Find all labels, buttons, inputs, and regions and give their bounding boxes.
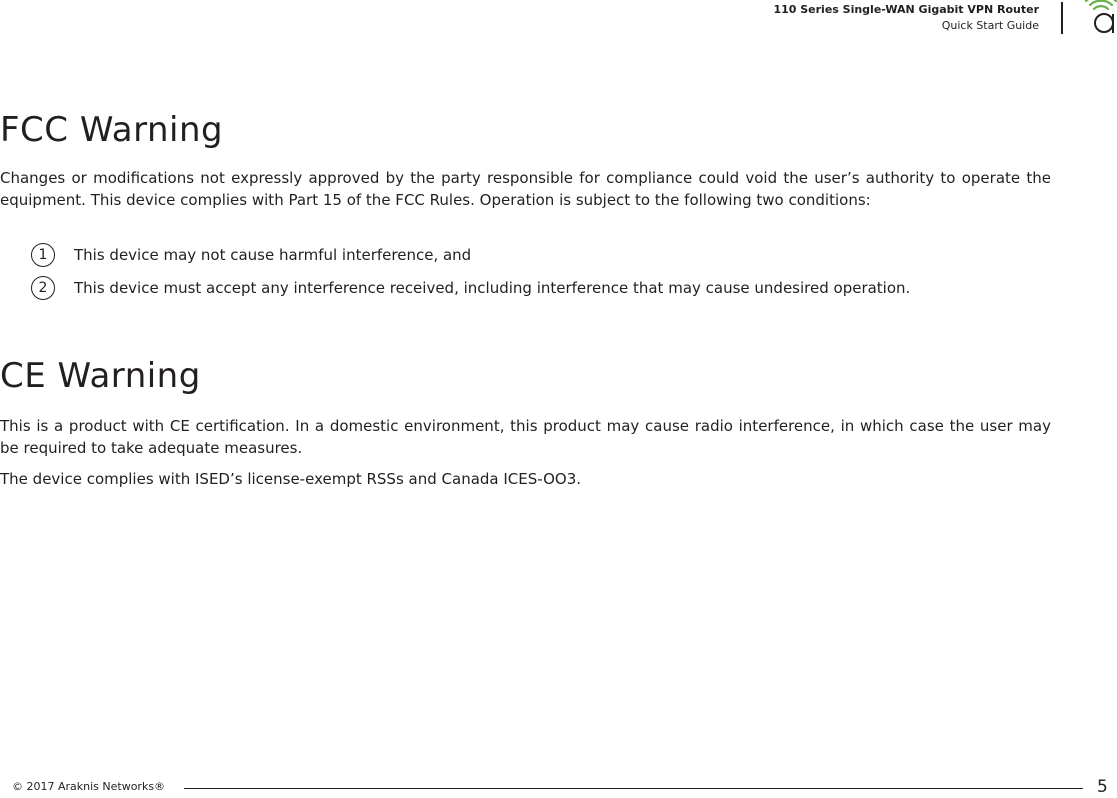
product-name: 110 Series Single-WAN Gigabit VPN Router	[773, 3, 1039, 16]
ce-warning-body: This is a product with CE certification. In a domestic environment, this product may cause radio interference, in which case the user may be required to take adequate measures.	[0, 417, 1051, 457]
page-number: 5	[1097, 777, 1108, 797]
condition-item	[31, 242, 471, 268]
condition-text: This device may not cause harmful interference, and	[74, 246, 472, 264]
guide-name: Quick Start Guide	[941, 19, 1039, 32]
araknis-logo-icon	[1082, 0, 1117, 36]
condition-number-badge: 2	[31, 276, 55, 300]
condition-text: This device must accept any interference received, including interference that may cause undesired operation.	[74, 279, 911, 297]
footer-divider	[184, 788, 1083, 789]
header-text	[773, 2, 1039, 34]
header-divider	[1061, 2, 1063, 34]
fcc-warning-body: Changes or modifications not expressly approved by the party responsible for compliance could void the user’s authority to operate the equipment. This device complies with Part 15 of the FCC Rules. Operation is subject to the following two conditions:	[0, 169, 1051, 209]
copyright-text: © 2017 Araknis Networks®	[12, 780, 166, 793]
fcc-warning-title: FCC Warning	[0, 110, 224, 150]
condition-item	[31, 275, 910, 301]
ised-compliance-note: The device complies with ISED’s license-exempt RSSs and Canada ICES-OO3.	[0, 470, 582, 488]
ce-warning-title: CE Warning	[0, 356, 201, 396]
condition-number-badge: 1	[31, 243, 55, 267]
